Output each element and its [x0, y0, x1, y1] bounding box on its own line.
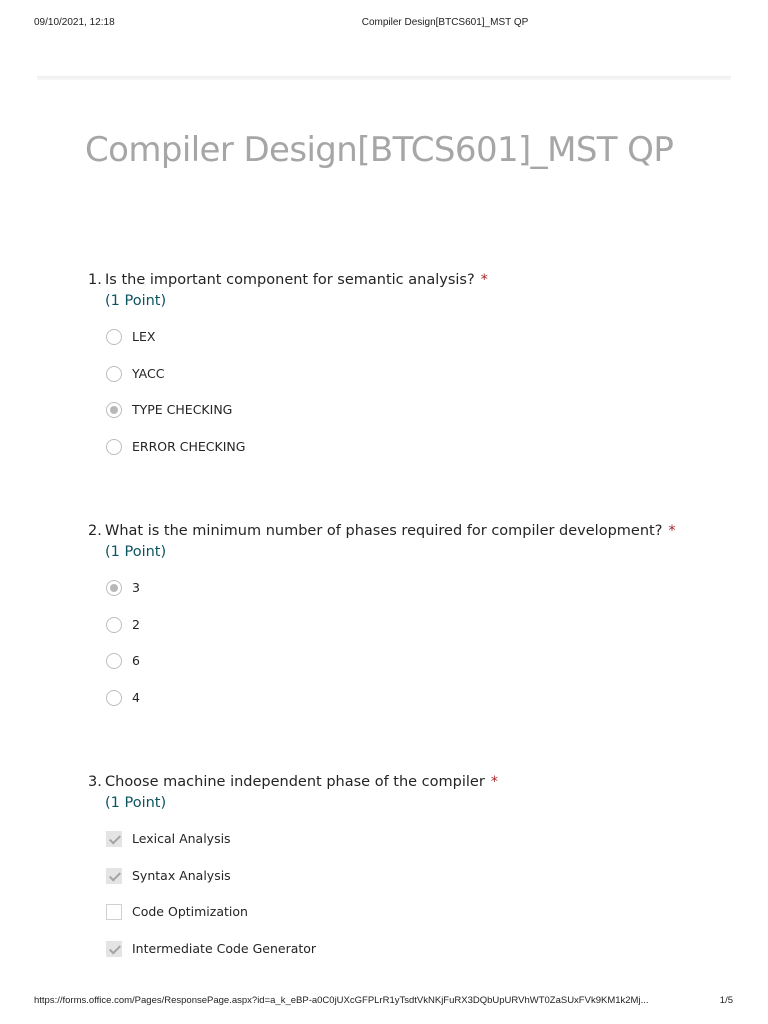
- option-label: 3: [132, 580, 140, 595]
- question-number: 1.: [88, 272, 102, 288]
- print-datetime: 09/10/2021, 12:18: [34, 17, 115, 28]
- print-url: https://forms.office.com/Pages/ResponsePage.aspx?id=a_k_eBP-a0C0jUXcGFPLrR1yTsdtVkNKjFuRX3DQbUpURVhWT0ZaSUxFVk9KM1k2Mj...: [34, 995, 649, 1006]
- option-4[interactable]: [106, 690, 728, 727]
- form-header-divider: [37, 76, 731, 80]
- option-label: Intermediate Code Generator: [132, 940, 317, 956]
- question-header: [88, 272, 728, 292]
- radio-button[interactable]: [106, 439, 122, 455]
- option-label: YACC: [132, 365, 165, 381]
- option-2[interactable]: [106, 617, 728, 654]
- question-text-label: Choose machine independent phase of the compiler: [105, 774, 485, 790]
- option-syntax-analysis[interactable]: [106, 868, 728, 905]
- radio-button[interactable]: [106, 617, 122, 633]
- question-header: [88, 523, 728, 543]
- question-3: [88, 774, 728, 977]
- option-label: 4: [132, 689, 140, 705]
- radio-button-selected[interactable]: [106, 402, 122, 418]
- question-text: [105, 774, 498, 790]
- option-error-checking[interactable]: [106, 439, 728, 476]
- radio-button-selected[interactable]: [106, 580, 122, 596]
- option-label: Lexical Analysis: [132, 831, 231, 846]
- option-6[interactable]: [106, 653, 728, 690]
- option-lex[interactable]: [106, 329, 728, 366]
- print-footer: [0, 995, 768, 1009]
- checkbox-checked[interactable]: [106, 868, 122, 884]
- question-points: (1 Point): [105, 795, 167, 811]
- print-document-title: Compiler Design[BTCS601]_MST QP: [361, 17, 529, 28]
- page-number: 1/5: [719, 995, 733, 1006]
- question-text: [105, 523, 676, 539]
- option-label: 2: [132, 616, 140, 632]
- option-label: ERROR CHECKING: [132, 438, 246, 454]
- required-asterisk: *: [490, 774, 499, 790]
- required-asterisk: *: [668, 523, 676, 539]
- option-3[interactable]: [106, 580, 728, 617]
- checkbox[interactable]: [106, 904, 122, 920]
- option-label: TYPE CHECKING: [132, 402, 233, 417]
- question-header: [88, 774, 728, 794]
- question-2: [88, 523, 728, 726]
- option-type-checking[interactable]: [106, 402, 728, 439]
- option-label: Code Optimization: [132, 904, 248, 919]
- question-number: 3.: [88, 774, 102, 790]
- radio-button[interactable]: [106, 366, 122, 382]
- option-lexical-analysis[interactable]: [106, 831, 728, 868]
- options-group: [106, 831, 728, 977]
- option-label: 6: [132, 653, 140, 668]
- question-text: [105, 272, 488, 288]
- radio-button[interactable]: [106, 690, 122, 706]
- option-label: LEX: [132, 329, 156, 344]
- option-label: Syntax Analysis: [132, 867, 231, 883]
- options-group: [106, 329, 728, 475]
- options-group: [106, 580, 728, 726]
- option-code-optimization[interactable]: [106, 904, 728, 941]
- option-yacc[interactable]: [106, 366, 728, 403]
- checkbox-checked[interactable]: [106, 831, 122, 847]
- option-intermediate-code-generator[interactable]: [106, 941, 728, 978]
- print-header: [0, 17, 768, 31]
- checkbox-checked[interactable]: [106, 941, 122, 957]
- question-text-label: What is the minimum number of phases required for compiler development?: [105, 523, 663, 539]
- form-title: Compiler Design[BTCS601]_MST QP: [85, 130, 674, 170]
- question-1: [88, 272, 728, 475]
- radio-button[interactable]: [106, 329, 122, 345]
- radio-button[interactable]: [106, 653, 122, 669]
- required-asterisk: *: [480, 272, 488, 288]
- question-points: (1 Point): [105, 544, 167, 560]
- question-text-label: Is the important component for semantic analysis?: [105, 272, 475, 288]
- question-number: 2.: [88, 523, 102, 539]
- question-points: (1 Point): [105, 293, 167, 309]
